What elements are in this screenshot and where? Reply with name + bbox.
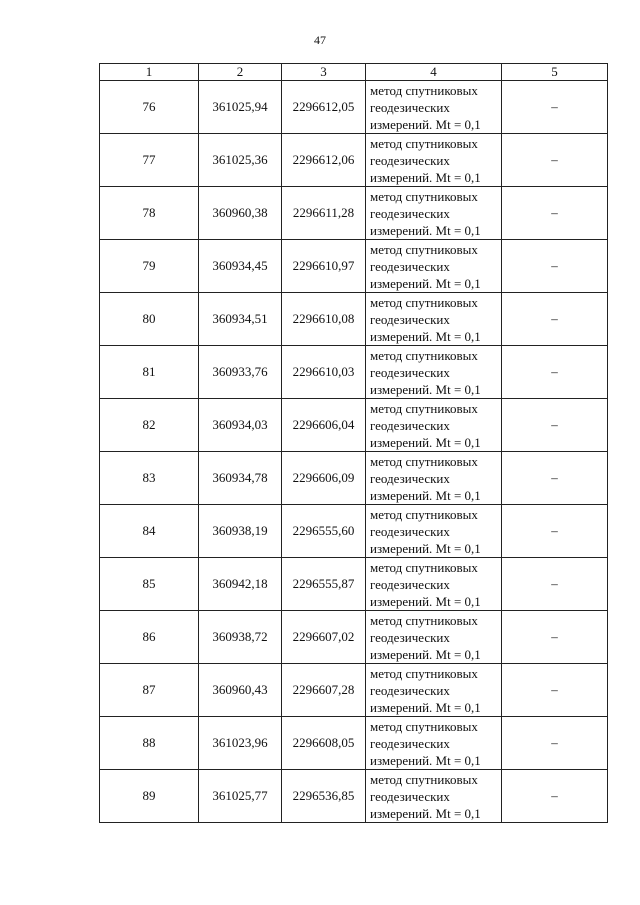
note-cell: – — [502, 664, 608, 717]
point-number-cell: 78 — [100, 187, 199, 240]
method-line: измерений. Mt = 0,1 — [370, 328, 481, 344]
method-line: геодезических — [370, 311, 450, 327]
note-cell: – — [502, 187, 608, 240]
method-cell — [366, 452, 502, 505]
x-coordinate-cell: 360934,03 — [199, 399, 282, 452]
x-coordinate-cell: 360960,43 — [199, 664, 282, 717]
method-line: измерений. Mt = 0,1 — [370, 540, 481, 556]
y-coordinate-cell: 2296610,03 — [282, 346, 366, 399]
method-line: измерений. Mt = 0,1 — [370, 116, 481, 132]
x-coordinate-cell: 360942,18 — [199, 558, 282, 611]
table-row — [100, 664, 608, 717]
method-cell — [366, 664, 502, 717]
method-line: геодезических — [370, 788, 450, 804]
column-header-4: 4 — [366, 64, 502, 81]
x-coordinate-cell: 360960,38 — [199, 187, 282, 240]
x-coordinate-cell: 360934,51 — [199, 293, 282, 346]
note-cell: – — [502, 399, 608, 452]
table-header-row — [100, 64, 608, 81]
column-header-2: 2 — [199, 64, 282, 81]
method-line: измерений. Mt = 0,1 — [370, 805, 481, 821]
method-line: метод спутниковых — [370, 612, 478, 628]
table-row — [100, 611, 608, 664]
x-coordinate-cell: 360938,72 — [199, 611, 282, 664]
method-cell — [366, 134, 502, 187]
method-cell — [366, 770, 502, 823]
x-coordinate-cell: 360938,19 — [199, 505, 282, 558]
y-coordinate-cell: 2296606,09 — [282, 452, 366, 505]
point-number-cell: 81 — [100, 346, 199, 399]
x-coordinate-cell: 360933,76 — [199, 346, 282, 399]
point-number-cell: 89 — [100, 770, 199, 823]
y-coordinate-cell: 2296606,04 — [282, 399, 366, 452]
method-line: геодезических — [370, 629, 450, 645]
method-line: измерений. Mt = 0,1 — [370, 752, 481, 768]
column-header-1: 1 — [100, 64, 199, 81]
column-header-3: 3 — [282, 64, 366, 81]
note-cell: – — [502, 346, 608, 399]
method-line: геодезических — [370, 470, 450, 486]
x-coordinate-cell: 361025,77 — [199, 770, 282, 823]
page-number: 47 — [314, 33, 326, 47]
y-coordinate-cell: 2296610,97 — [282, 240, 366, 293]
method-line: геодезических — [370, 258, 450, 274]
method-line: метод спутниковых — [370, 347, 478, 363]
method-cell — [366, 717, 502, 770]
method-line: измерений. Mt = 0,1 — [370, 275, 481, 291]
y-coordinate-cell: 2296555,60 — [282, 505, 366, 558]
method-line: геодезических — [370, 417, 450, 433]
x-coordinate-cell: 360934,78 — [199, 452, 282, 505]
y-coordinate-cell: 2296612,06 — [282, 134, 366, 187]
method-line: измерений. Mt = 0,1 — [370, 434, 481, 450]
method-line: измерений. Mt = 0,1 — [370, 593, 481, 609]
table-row — [100, 81, 608, 134]
table-row — [100, 770, 608, 823]
y-coordinate-cell: 2296607,02 — [282, 611, 366, 664]
method-line: метод спутниковых — [370, 400, 478, 416]
note-cell: – — [502, 770, 608, 823]
method-line: метод спутниковых — [370, 453, 478, 469]
note-cell: – — [502, 240, 608, 293]
method-line: геодезических — [370, 364, 450, 380]
note-cell: – — [502, 611, 608, 664]
table-row — [100, 187, 608, 240]
method-line: метод спутниковых — [370, 188, 478, 204]
note-cell: – — [502, 558, 608, 611]
table-row — [100, 399, 608, 452]
x-coordinate-cell: 361025,94 — [199, 81, 282, 134]
y-coordinate-cell: 2296612,05 — [282, 81, 366, 134]
note-cell: – — [502, 81, 608, 134]
point-number-cell: 84 — [100, 505, 199, 558]
column-header-5: 5 — [502, 64, 608, 81]
method-line: измерений. Mt = 0,1 — [370, 169, 481, 185]
method-line: метод спутниковых — [370, 771, 478, 787]
table-row — [100, 452, 608, 505]
method-line: геодезических — [370, 99, 450, 115]
method-cell — [366, 293, 502, 346]
point-number-cell: 83 — [100, 452, 199, 505]
point-number-cell: 87 — [100, 664, 199, 717]
y-coordinate-cell: 2296611,28 — [282, 187, 366, 240]
method-cell — [366, 611, 502, 664]
method-line: метод спутниковых — [370, 241, 478, 257]
method-line: геодезических — [370, 735, 450, 751]
method-cell — [366, 81, 502, 134]
method-line: геодезических — [370, 152, 450, 168]
method-line: метод спутниковых — [370, 559, 478, 575]
note-cell: – — [502, 717, 608, 770]
table-row — [100, 134, 608, 187]
note-cell: – — [502, 452, 608, 505]
table-row — [100, 240, 608, 293]
note-cell: – — [502, 505, 608, 558]
x-coordinate-cell: 361023,96 — [199, 717, 282, 770]
table-row — [100, 505, 608, 558]
table-row — [100, 717, 608, 770]
method-line: измерений. Mt = 0,1 — [370, 381, 481, 397]
method-line: геодезических — [370, 523, 450, 539]
method-line: метод спутниковых — [370, 294, 478, 310]
y-coordinate-cell: 2296608,05 — [282, 717, 366, 770]
method-line: геодезических — [370, 205, 450, 221]
method-cell — [366, 399, 502, 452]
method-line: измерений. Mt = 0,1 — [370, 487, 481, 503]
method-line: измерений. Mt = 0,1 — [370, 646, 481, 662]
method-cell — [366, 240, 502, 293]
point-number-cell: 86 — [100, 611, 199, 664]
table-row — [100, 293, 608, 346]
method-line: измерений. Mt = 0,1 — [370, 222, 481, 238]
point-number-cell: 77 — [100, 134, 199, 187]
point-number-cell: 82 — [100, 399, 199, 452]
method-line: измерений. Mt = 0,1 — [370, 699, 481, 715]
method-cell — [366, 505, 502, 558]
method-line: метод спутниковых — [370, 135, 478, 151]
point-number-cell: 79 — [100, 240, 199, 293]
y-coordinate-cell: 2296610,08 — [282, 293, 366, 346]
coordinates-table — [99, 63, 608, 823]
point-number-cell: 76 — [100, 81, 199, 134]
method-line: метод спутниковых — [370, 506, 478, 522]
point-number-cell: 80 — [100, 293, 199, 346]
method-line: геодезических — [370, 576, 450, 592]
method-line: метод спутниковых — [370, 718, 478, 734]
note-cell: – — [502, 134, 608, 187]
method-line: геодезических — [370, 682, 450, 698]
table-row — [100, 558, 608, 611]
method-line: метод спутниковых — [370, 665, 478, 681]
method-line: метод спутниковых — [370, 82, 478, 98]
y-coordinate-cell: 2296607,28 — [282, 664, 366, 717]
point-number-cell: 85 — [100, 558, 199, 611]
y-coordinate-cell: 2296536,85 — [282, 770, 366, 823]
method-cell — [366, 187, 502, 240]
x-coordinate-cell: 360934,45 — [199, 240, 282, 293]
y-coordinate-cell: 2296555,87 — [282, 558, 366, 611]
method-cell — [366, 346, 502, 399]
note-cell: – — [502, 293, 608, 346]
method-cell — [366, 558, 502, 611]
table-row — [100, 346, 608, 399]
point-number-cell: 88 — [100, 717, 199, 770]
x-coordinate-cell: 361025,36 — [199, 134, 282, 187]
